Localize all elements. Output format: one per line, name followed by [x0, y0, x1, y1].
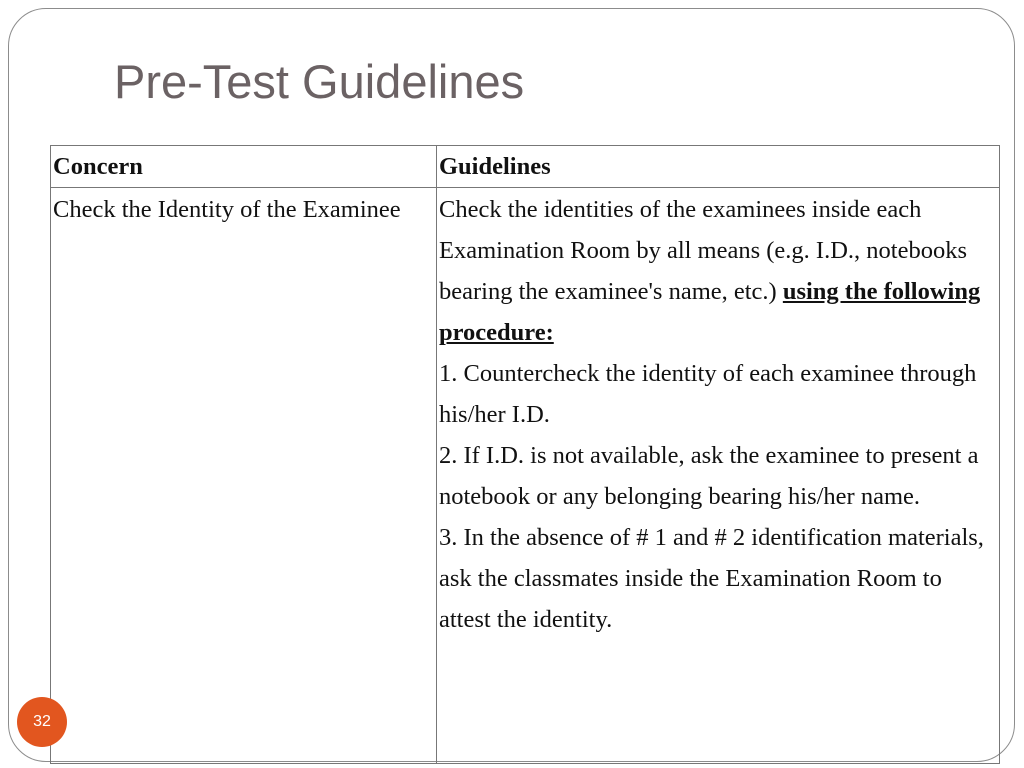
slide-title: Pre-Test Guidelines	[114, 55, 525, 108]
procedure-step-1: 1. Countercheck the identity of each examinee through his/her I.D.	[438, 360, 977, 428]
guidelines-table	[50, 145, 1000, 764]
concern-cell: Check the Identity of the Examinee	[51, 188, 437, 764]
procedure-step-2: 2. If I.D. is not available, ask the examinee to present a notebook or any belonging bearing his/her name.	[438, 442, 979, 510]
guidelines-intro: Check the identities of the examinees inside each Examination Room by all means (e.g. I.D., notebooks bearing the examinee's name, etc.)	[438, 196, 968, 305]
header-guidelines: Guidelines	[436, 146, 999, 188]
header-concern: Concern	[51, 146, 437, 188]
procedure-step-3: 3. In the absence of # 1 and # 2 identification materials, ask the classmates inside the Examination Room to attest the identity.	[438, 524, 984, 633]
guidelines-cell	[436, 188, 999, 764]
table-header-row	[51, 146, 1000, 188]
guidelines-emphasis: using the following procedure:	[438, 278, 981, 346]
table-row	[51, 188, 1000, 764]
page-number-badge: 32	[17, 697, 67, 747]
